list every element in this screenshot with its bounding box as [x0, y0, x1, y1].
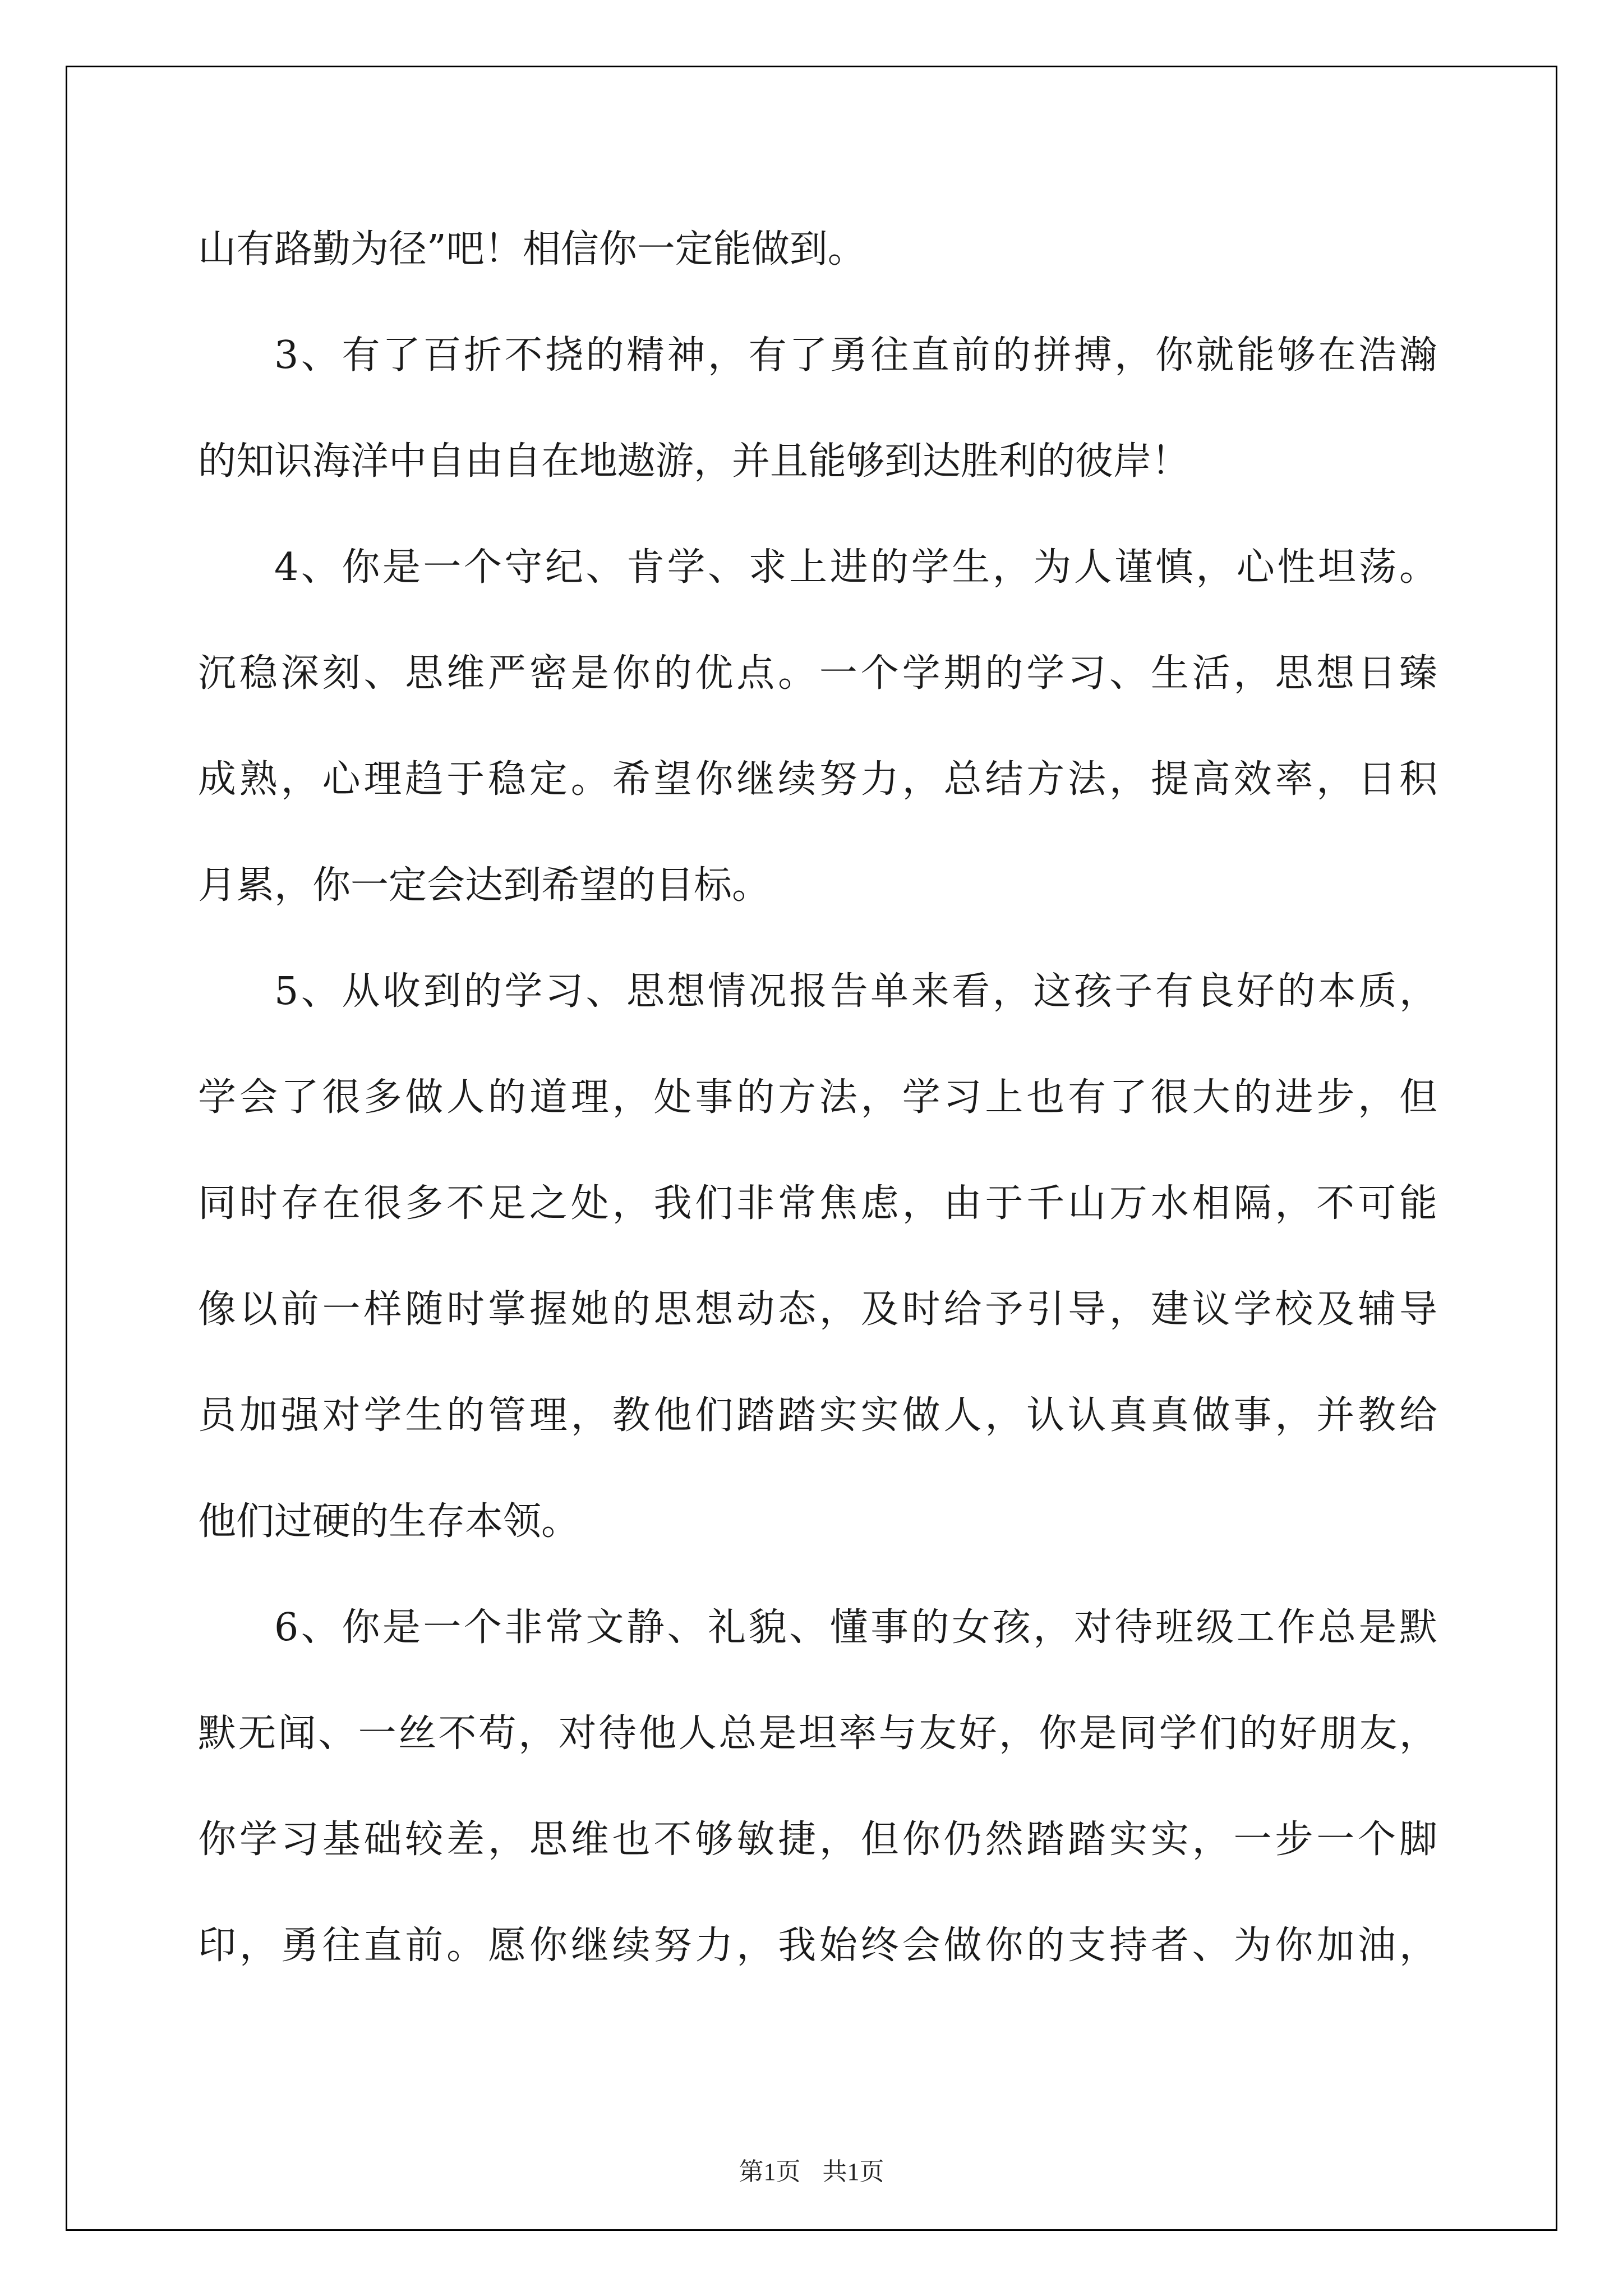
text-line: 像以前一样随时掌握她的思想动态，及时给予引导，建议学校及辅导 — [198, 1287, 1437, 1332]
text-line: 员加强对学生的管理，教他们踏踏实实做人，认认真真做事，并教给 — [198, 1393, 1437, 1438]
text-line: 学会了很多做人的道理，处事的方法，学习上也有了很大的进步，但 — [198, 1075, 1437, 1120]
text-line: 3、有了百折不挠的精神，有了勇往直前的拼搏，你就能够在浩瀚 — [274, 333, 1437, 378]
text-line: 月累，你一定会达到希望的目标。 — [198, 863, 771, 908]
text-line: 5、从收到的学习、思想情况报告单来看，这孩子有良好的本质， — [274, 969, 1437, 1014]
text-line: 你学习基础较差，思维也不够敏捷，但你仍然踏踏实实，一步一个脚 — [198, 1818, 1437, 1862]
text-line: 山有路勤为径”吧！相信你一定能做到。 — [198, 227, 866, 272]
text-line: 他们过硬的生存本领。 — [198, 1499, 580, 1544]
paragraph — [198, 1575, 1437, 1999]
text-line: 同时存在很多不足之处，我们非常焦虑，由于千山万水相隔，不可能 — [198, 1181, 1437, 1226]
paragraph — [198, 938, 1437, 1575]
text-line: 成熟，心理趋于稳定。希望你继续努力，总结方法，提高效率，日积 — [198, 757, 1437, 802]
document-body — [198, 196, 1437, 1999]
page-total: 共1页 — [822, 2158, 884, 2185]
page-footer — [0, 2151, 1623, 2187]
paragraph — [198, 514, 1437, 938]
text-line: 的知识海洋中自由自在地遨游，并且能够到达胜利的彼岸！ — [198, 439, 1190, 484]
paragraph — [198, 196, 1437, 302]
paragraph — [198, 302, 1437, 514]
text-line: 6、你是一个非常文静、礼貌、懂事的女孩，对待班级工作总是默 — [274, 1605, 1437, 1650]
page-number: 第1页 — [739, 2158, 801, 2185]
text-line: 印，勇往直前。愿你继续努力，我始终会做你的支持者、为你加油， — [198, 1924, 1437, 1968]
text-line: 沉稳深刻、思维严密是你的优点。一个学期的学习、生活，思想日臻 — [198, 651, 1437, 696]
text-line: 默无闻、一丝不苟，对待他人总是坦率与友好，你是同学们的好朋友， — [198, 1711, 1437, 1756]
text-line: 4、你是一个守纪、肯学、求上进的学生，为人谨慎，心性坦荡。 — [274, 545, 1437, 590]
